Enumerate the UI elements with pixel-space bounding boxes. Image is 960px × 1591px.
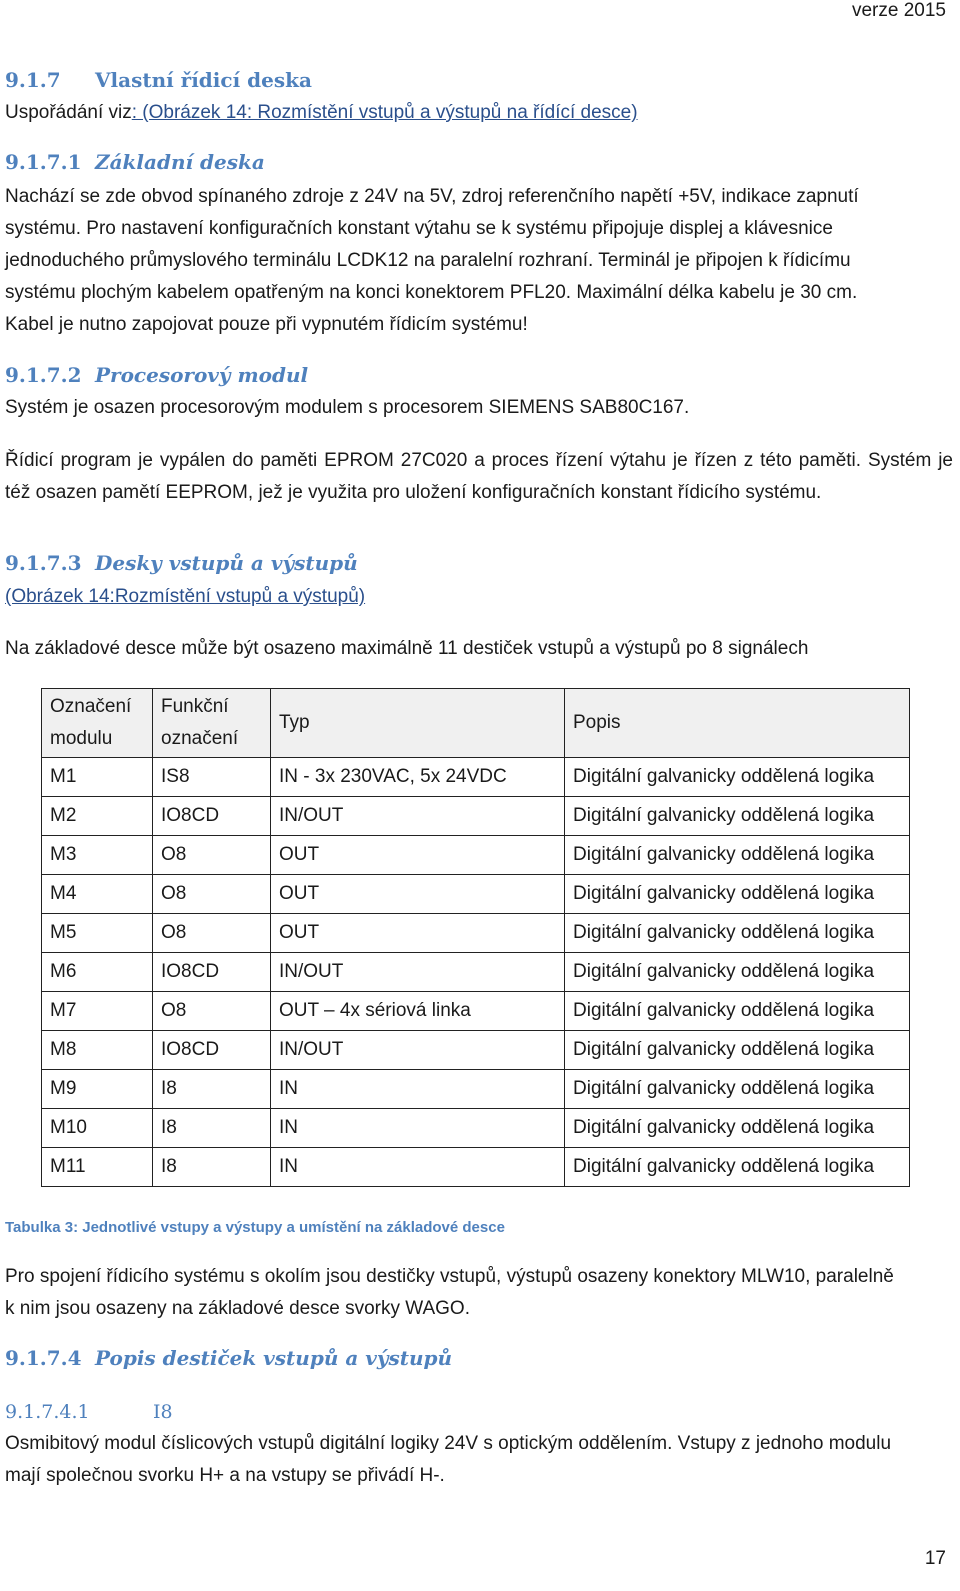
paragraph-io-intro: Na základové desce může být osazeno maximálně 11 destiček vstupů a výstupů po 8 signálech xyxy=(5,638,809,659)
table-cell: Digitální galvanicky oddělená logika xyxy=(565,992,910,1031)
table-cell: M10 xyxy=(42,1109,153,1148)
table-row xyxy=(42,953,910,992)
table-cell: M8 xyxy=(42,1031,153,1070)
heading-9-1-7 xyxy=(5,68,312,92)
text-line: jednoduchého průmyslového terminálu LCDK12 na paralelní rozhraní. Terminál je připojen k řídicímu xyxy=(5,250,851,271)
table-row xyxy=(42,758,910,797)
text-line: Kabel je nutno zapojovat pouze při vypnutém řídicím systému! xyxy=(5,314,528,335)
header-cell: Funkční označení xyxy=(153,689,271,758)
header-cell: Typ xyxy=(271,689,565,758)
table-cell: O8 xyxy=(153,914,271,953)
paragraph-zakladni-deska xyxy=(5,181,953,341)
heading-title: Desky vstupů a výstupů xyxy=(95,551,358,575)
table-row xyxy=(42,836,910,875)
text-line: Nachází se zde obvod spínaného zdroje z 24V na 5V, zdroj referenčního napětí +5V, indikace zapnutí xyxy=(5,186,859,207)
table-cell: IN xyxy=(271,1148,565,1187)
table-cell: IN - 3x 230VAC, 5x 24VDC xyxy=(271,758,565,797)
table-cell: IN/OUT xyxy=(271,1031,565,1070)
table-cell: Digitální galvanicky oddělená logika xyxy=(565,875,910,914)
heading-number: 9.1.7.1 xyxy=(5,150,82,174)
table-cell: IO8CD xyxy=(153,953,271,992)
heading-9-1-7-4-1 xyxy=(5,1401,173,1423)
table-cell: IN/OUT xyxy=(271,797,565,836)
table-cell: O8 xyxy=(153,836,271,875)
table-cell: M2 xyxy=(42,797,153,836)
heading-title: Procesorový modul xyxy=(95,363,309,387)
table-cell: IN xyxy=(271,1070,565,1109)
heading-title: Popis destiček vstupů a výstupů xyxy=(95,1346,453,1370)
io-modules-table xyxy=(41,688,910,1187)
table-cell: Digitální galvanicky oddělená logika xyxy=(565,1109,910,1148)
table-cell: OUT xyxy=(271,914,565,953)
table-row xyxy=(42,797,910,836)
text-line: systému plochým kabelem opatřeným na konci konektorem PFL20. Maximální délka kabelu je 30 cm. xyxy=(5,282,858,303)
table-cell: M4 xyxy=(42,875,153,914)
table-row xyxy=(42,1031,910,1070)
heading-title: Vlastní řídicí deska xyxy=(95,68,312,92)
table-cell: O8 xyxy=(153,875,271,914)
table-cell: M6 xyxy=(42,953,153,992)
table-cell: M1 xyxy=(42,758,153,797)
table-cell: Digitální galvanicky oddělená logika xyxy=(565,797,910,836)
table-cell: IS8 xyxy=(153,758,271,797)
table-cell: I8 xyxy=(153,1109,271,1148)
heading-number: 9.1.7.4.1 xyxy=(5,1401,90,1423)
table-row xyxy=(42,875,910,914)
arrangement-line xyxy=(5,97,953,129)
table-cell: IO8CD xyxy=(153,797,271,836)
table-cell: Digitální galvanicky oddělená logika xyxy=(565,758,910,797)
figure-link-line xyxy=(5,581,953,613)
table-cell: OUT xyxy=(271,836,565,875)
paragraph-procesor-2: Řídicí program je vypálen do paměti EPROM 27C020 a proces řízení výtahu je řízen z této paměti. Systém je též osazen pamětí EEPROM, jež je využita pro uložení konfiguračních konstant řídicího systému. xyxy=(5,450,953,503)
heading-9-1-7-3 xyxy=(5,551,358,575)
paragraph-after-table: Pro spojení řídicího systému s okolím jsou destičky vstupů, výstupů osazeny konektory MLW10, paralelně k nim jsou osazeny na základové desce svorky WAGO. xyxy=(5,1266,894,1319)
table-cell: Digitální galvanicky oddělená logika xyxy=(565,1148,910,1187)
heading-number: 9.1.7.4 xyxy=(5,1346,82,1370)
heading-9-1-7-4 xyxy=(5,1346,452,1370)
paragraph-procesor-1: Systém je osazen procesorovým modulem s procesorem SIEMENS SAB80C167. xyxy=(5,397,690,418)
header-version: verze 2015 xyxy=(851,0,946,21)
table-cell: Digitální galvanicky oddělená logika xyxy=(565,1031,910,1070)
table-cell: M11 xyxy=(42,1148,153,1187)
table-cell: Digitální galvanicky oddělená logika xyxy=(565,914,910,953)
table-cell: M3 xyxy=(42,836,153,875)
table-cell: M5 xyxy=(42,914,153,953)
table-header-row xyxy=(42,689,910,758)
table-cell: M9 xyxy=(42,1070,153,1109)
heading-number: 9.1.7.3 xyxy=(5,551,82,575)
header-cell: Označení modulu xyxy=(42,689,153,758)
table-cell: I8 xyxy=(153,1148,271,1187)
table-cell: OUT xyxy=(271,875,565,914)
paragraph-i8: Osmibitový modul číslicových vstupů digitální logiky 24V s optickým oddělením. Vstupy z jednoho modulu mají společnou svorku H+ a na vstupy se přivádí H-. xyxy=(5,1433,892,1486)
heading-title: Základní deska xyxy=(95,150,265,174)
table-row xyxy=(42,1109,910,1148)
table-cell: OUT – 4x sériová linka xyxy=(271,992,565,1031)
figure-14-link[interactable]: : (Obrázek 14: Rozmístění vstupů a výstupů na řídící desce) xyxy=(131,102,638,123)
text-line: systému. Pro nastavení konfiguračních konstant výtahu se k systému připojuje displej a klávesnice xyxy=(5,218,833,239)
arrangement-prefix: Uspořádání viz xyxy=(5,102,132,123)
table-caption: Tabulka 3: Jednotlivé vstupy a výstupy a umístění na základové desce xyxy=(5,1219,505,1236)
figure-14-link-2[interactable]: (Obrázek 14:Rozmístění vstupů a výstupů) xyxy=(5,586,366,607)
table-row xyxy=(42,992,910,1031)
table-cell: Digitální galvanicky oddělená logika xyxy=(565,953,910,992)
table-cell: O8 xyxy=(153,992,271,1031)
header-cell: Popis xyxy=(565,689,910,758)
heading-9-1-7-1 xyxy=(5,150,265,174)
table-row xyxy=(42,1070,910,1109)
table-cell: M7 xyxy=(42,992,153,1031)
table-cell: Digitální galvanicky oddělená logika xyxy=(565,1070,910,1109)
table-cell: IN xyxy=(271,1109,565,1148)
table-row xyxy=(42,914,910,953)
table-row xyxy=(42,1148,910,1187)
heading-number: 9.1.7.2 xyxy=(5,363,82,387)
table-cell: I8 xyxy=(153,1070,271,1109)
table-cell: Digitální galvanicky oddělená logika xyxy=(565,836,910,875)
page-number: 17 xyxy=(924,1548,946,1569)
heading-9-1-7-2 xyxy=(5,363,308,387)
heading-number: 9.1.7 xyxy=(5,68,61,92)
heading-title: I8 xyxy=(153,1401,173,1423)
table-cell: IN/OUT xyxy=(271,953,565,992)
table-cell: IO8CD xyxy=(153,1031,271,1070)
